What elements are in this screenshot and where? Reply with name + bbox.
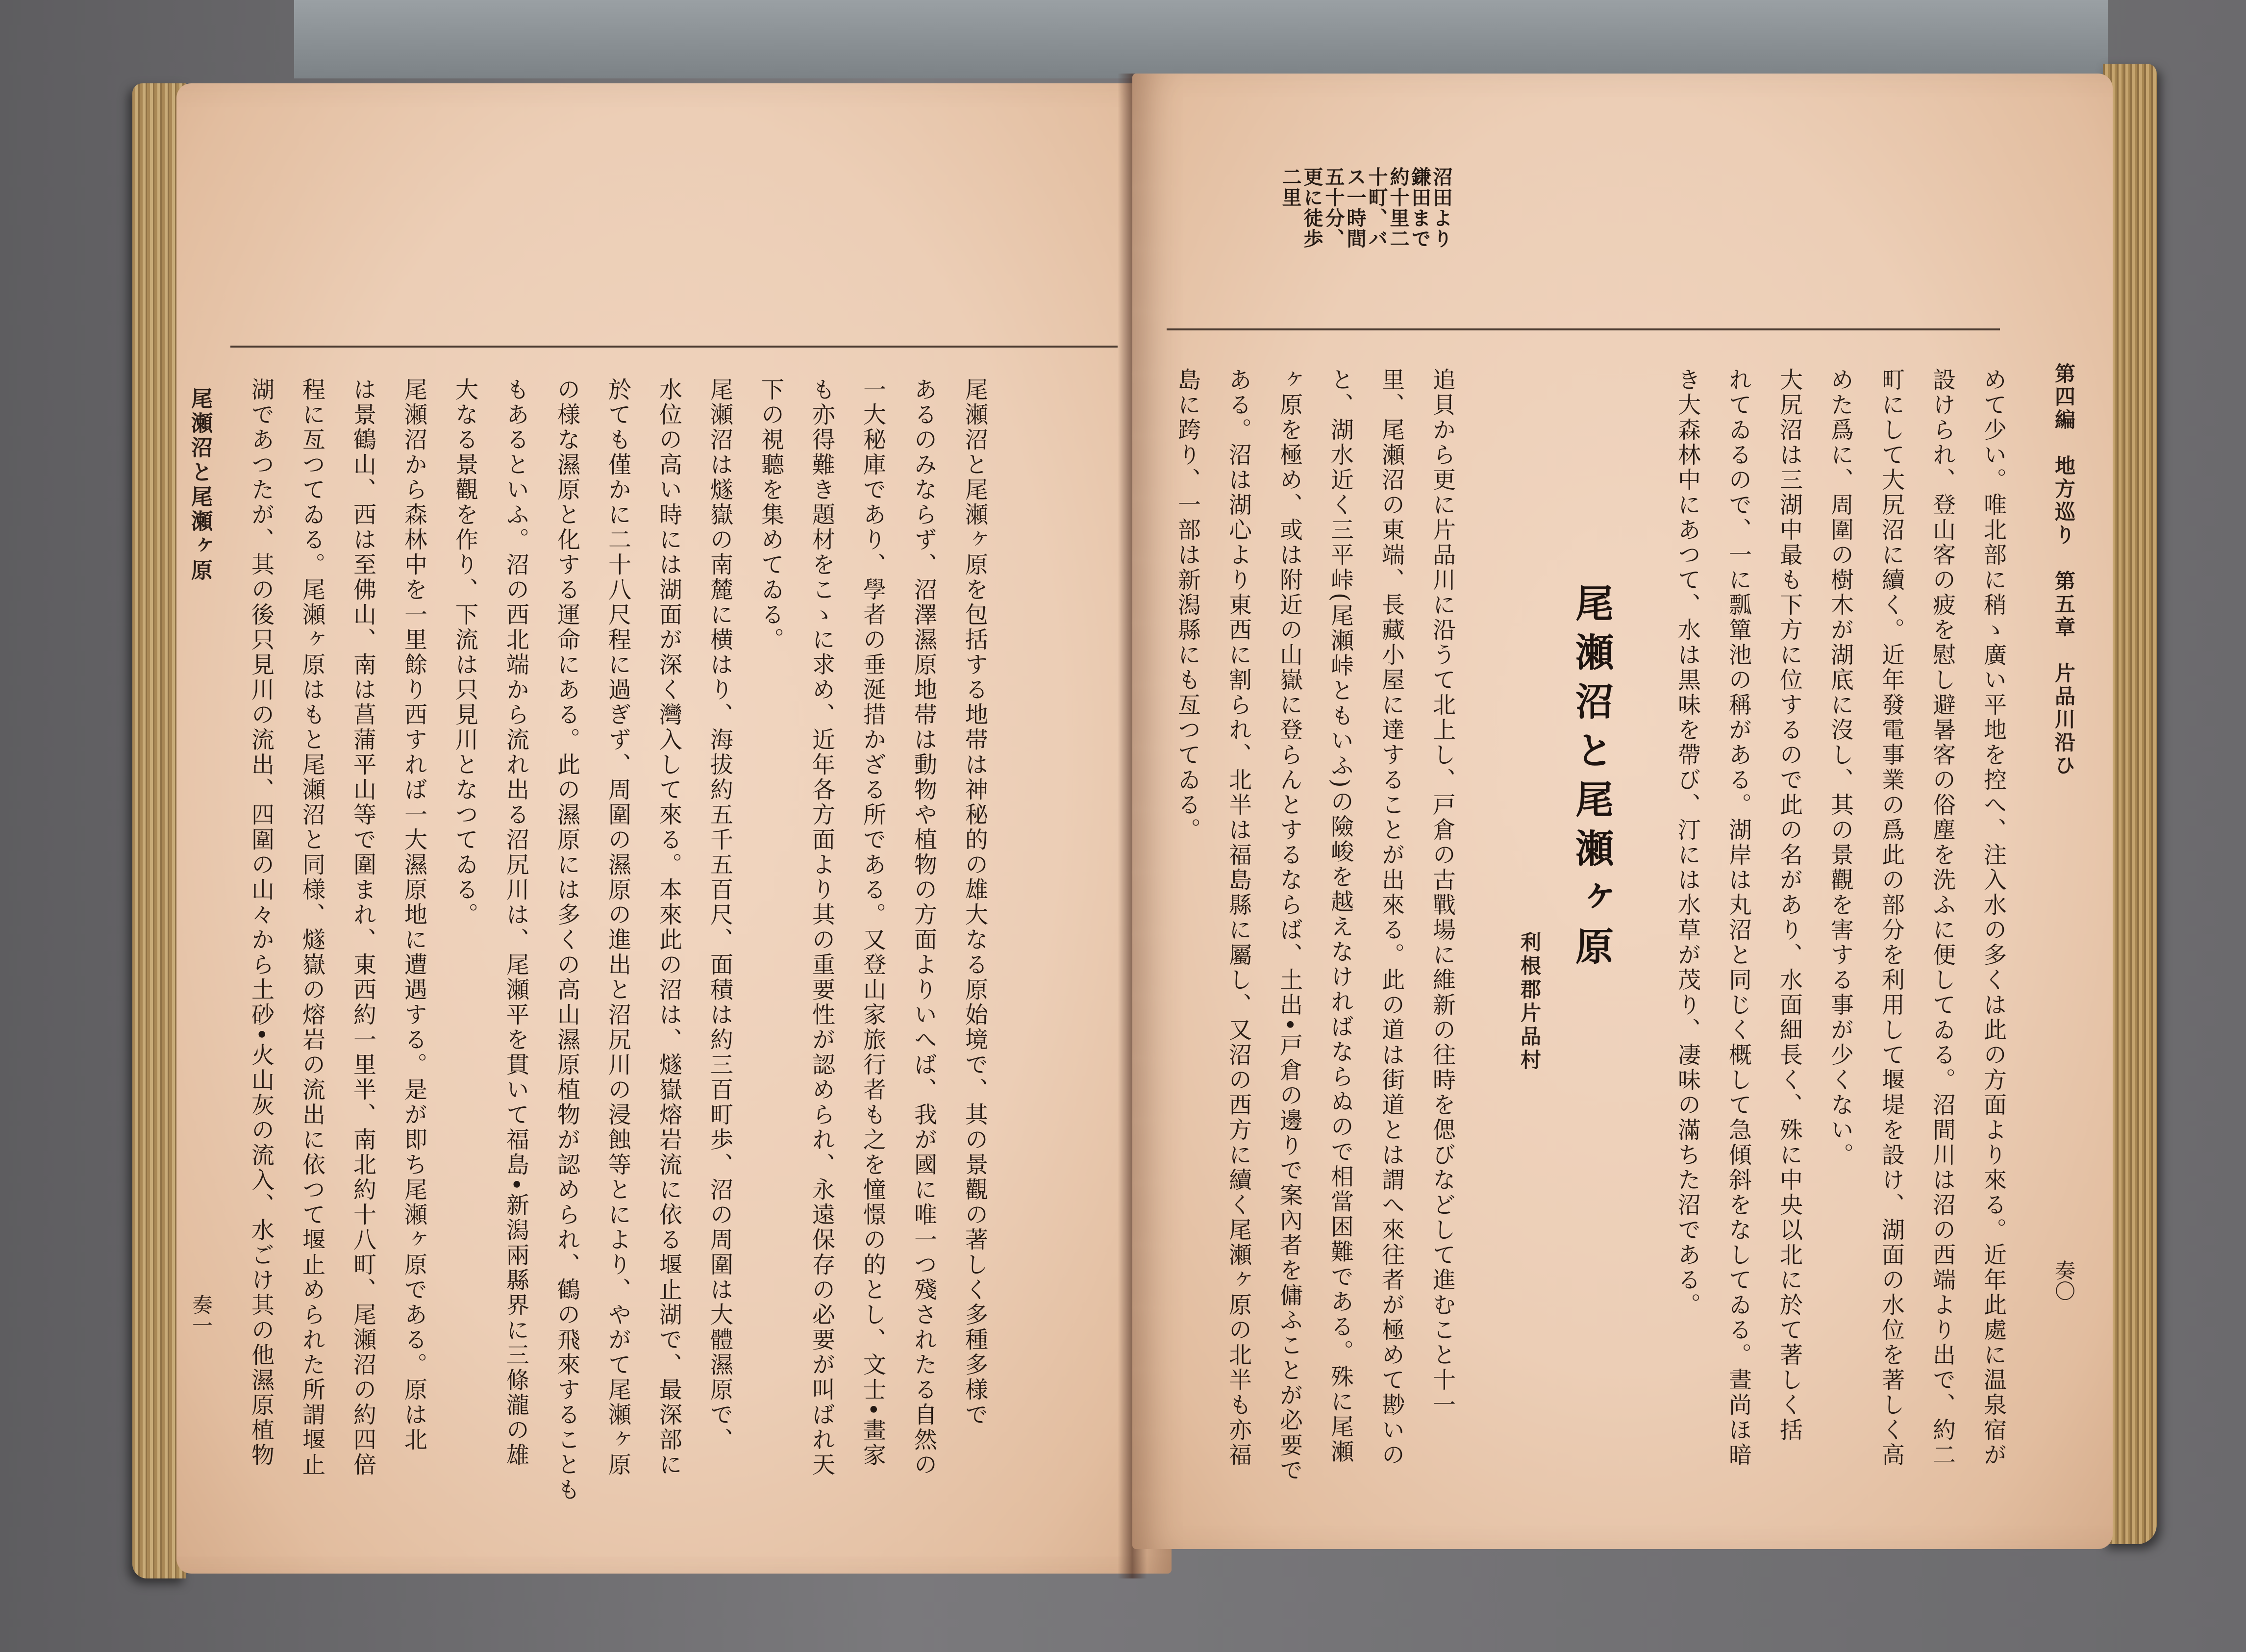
right-body-line: き大森林中にあつて、水は黒味を帶び、汀には水草が茂り、凄味の滿ちた沼である。 <box>1674 368 1701 1318</box>
left-body-line: 於ても僅かに二十八尺程に過ぎず、周圍の濕原の進出と沼尻川の浸蝕等とにより、やがて尾瀬ヶ原 <box>604 377 631 1477</box>
left-page <box>176 83 1172 1574</box>
right-page <box>1132 74 2113 1549</box>
left-running-title: 尾瀬沼と尾瀬ヶ原 <box>187 387 212 583</box>
right-section-line: と、湖水近く三平峠(尾瀬峠ともいふ)の險峻を越えなければならぬので相當困難である。殊に尾瀬 <box>1327 368 1354 1465</box>
sidenote-line: ス一時間 <box>1344 167 1367 249</box>
sidenote-line: 約十里二 <box>1387 167 1410 249</box>
right-body-line: れてゐるので、一に瓢簞池の稱がある。湖岸は丸沼と同じく概して急傾斜をなしてゐる。晝尚ほ暗 <box>1725 368 1752 1468</box>
right-running-title: 第四編 地方巡り 第五章 片品川沿ひ <box>2052 363 2076 777</box>
route-sidenote <box>1279 167 1452 324</box>
right-body-line: 大尻沼は三湖中最も下方に位するので此の名があり、水面細長く、殊に中央以北に於て著しく括 <box>1776 368 1803 1443</box>
left-page-body <box>235 377 1000 1554</box>
sidenote-line: 二里 <box>1279 167 1302 208</box>
section-title: 尾瀬沼と尾瀬ヶ原 <box>1569 583 1614 976</box>
right-section-line: ヶ原を極め、或は附近の山嶽に登らんとするならば、土出•戸倉の邊りで案內者を傭ふことが必要で <box>1276 368 1303 1483</box>
right-section-line: 追貝から更に片品川に沿うて北上し、戸倉の古戰場に維新の往時を偲びなどして進むこと十一 <box>1429 368 1456 1418</box>
left-body-line: 湖であつたが、其の後只見川の流出、四圍の山々から土砂•火山灰の流入、水ごけ其の他濕原植物 <box>248 377 275 1468</box>
open-book <box>132 64 2157 1583</box>
left-page-number: 奏一 <box>189 1294 213 1335</box>
right-section-body <box>1162 368 1468 1495</box>
right-body-line: めた爲に、周圍の樹木が湖底に沒し、其の景觀を害する事が少くない。 <box>1827 368 1854 1168</box>
sidenote-line: 沼田より <box>1430 167 1453 249</box>
right-body-line: 町にして大尻沼に續く。近年發電事業の爲此の部分を利用して堰堤を設け、湖面の水位を著しく高 <box>1878 368 1905 1468</box>
right-body-continuation <box>1662 368 2019 1495</box>
left-body-line: 大なる景觀を作り、下流は只見川となつてゐる。 <box>451 377 478 927</box>
left-body-line: 水位の高い時には湖面が深く灣入して來る。本來此の沼は、燧嶽熔岩流に依る堰止湖で、最深部に <box>655 377 682 1477</box>
section-location: 利根郡片品村 <box>1518 931 1542 1073</box>
sidenote-line: 更に徒歩 <box>1300 167 1323 249</box>
left-body-line: 尾瀬沼は燧嶽の南麓に横はり、海拔約五千五百尺、面積は約三百町歩、沼の周圍は大體濕原で、 <box>706 377 733 1452</box>
left-header-rule <box>230 346 1118 348</box>
right-header-rule <box>1167 328 2000 330</box>
right-section-line: 島に跨り、一部は新潟縣にも亙つてゐる。 <box>1174 368 1201 843</box>
sidenote-line: 鎌田まで <box>1408 167 1431 249</box>
sidenote-line: 十町、バ <box>1365 167 1388 249</box>
left-body-line: あるのみならず、沼澤濕原地帯は動物や植物の方面よりいへば、我が國に唯一つ殘されたる自然の <box>910 377 937 1477</box>
sidenote-line: 五十分、 <box>1322 167 1345 249</box>
left-body-line: 尾瀬沼と尾瀬ヶ原を包括する地帯は神秘的の雄大なる原始境で、其の景觀の著しく多種多様で <box>961 377 988 1427</box>
right-section-line: 里、尾瀬沼の東端、長藏小屋に達することが出來る。此の道は街道とは謂へ來往者が極めて尠いの <box>1378 368 1405 1468</box>
left-body-line: 一大秘庫であり、學者の垂涎措かざる所である。又登山家旅行者も之を憧憬の的とし、文士•畫家 <box>859 377 886 1468</box>
right-body-line: 設けられ、登山客の疲を慰し避暑客の俗塵を洗ふに便してゐる。沼間川は沼の西端より出で、約二 <box>1929 368 1956 1468</box>
left-body-line: の様な濕原と化する運命にある。此の濕原には多くの高山濕原植物が認められ、鶴の飛來することも <box>553 377 580 1502</box>
right-section-line: ある。沼は湖心より東西に割られ、北半は福島縣に屬し、又沼の西方に續く尾瀬ヶ原の北半も亦福 <box>1225 368 1252 1468</box>
right-body-line: めて少い。唯北部に稍ゝ廣い平地を控へ、注入水の多くは此の方面より來る。近年此處に温泉宿が <box>1980 368 2007 1468</box>
left-body-line: も亦得難き題材をこゝに求め、近年各方面より其の重要性が認められ、永遠保存の必要が叫ばれ天 <box>808 377 835 1477</box>
left-body-line: は景鶴山、西は至佛山、南は菖蒲平山等で圍まれ、東西約一里半、南北約十八町、尾瀬沼の約四倍 <box>349 377 376 1477</box>
right-page-number: 奏〇 <box>2052 1260 2076 1301</box>
left-body-line: 尾瀬沼から森林中を一里餘り西すれば一大濕原地に遭遇する。是が即ち尾瀬ヶ原である。原は北 <box>400 377 427 1452</box>
left-body-line: 程に亙つてゐる。尾瀬ヶ原はもと尾瀬沼と同様、燧嶽の熔岩の流出に依つて堰止められた所謂堰止 <box>299 377 325 1477</box>
left-body-line: もあるといふ。沼の西北端から流れ出る沼尻川は、尾瀬平を貫いて福島•新潟兩縣界に三條瀧の雄 <box>502 377 529 1468</box>
left-body-line: 下の視聽を集めてゐる。 <box>757 377 784 652</box>
